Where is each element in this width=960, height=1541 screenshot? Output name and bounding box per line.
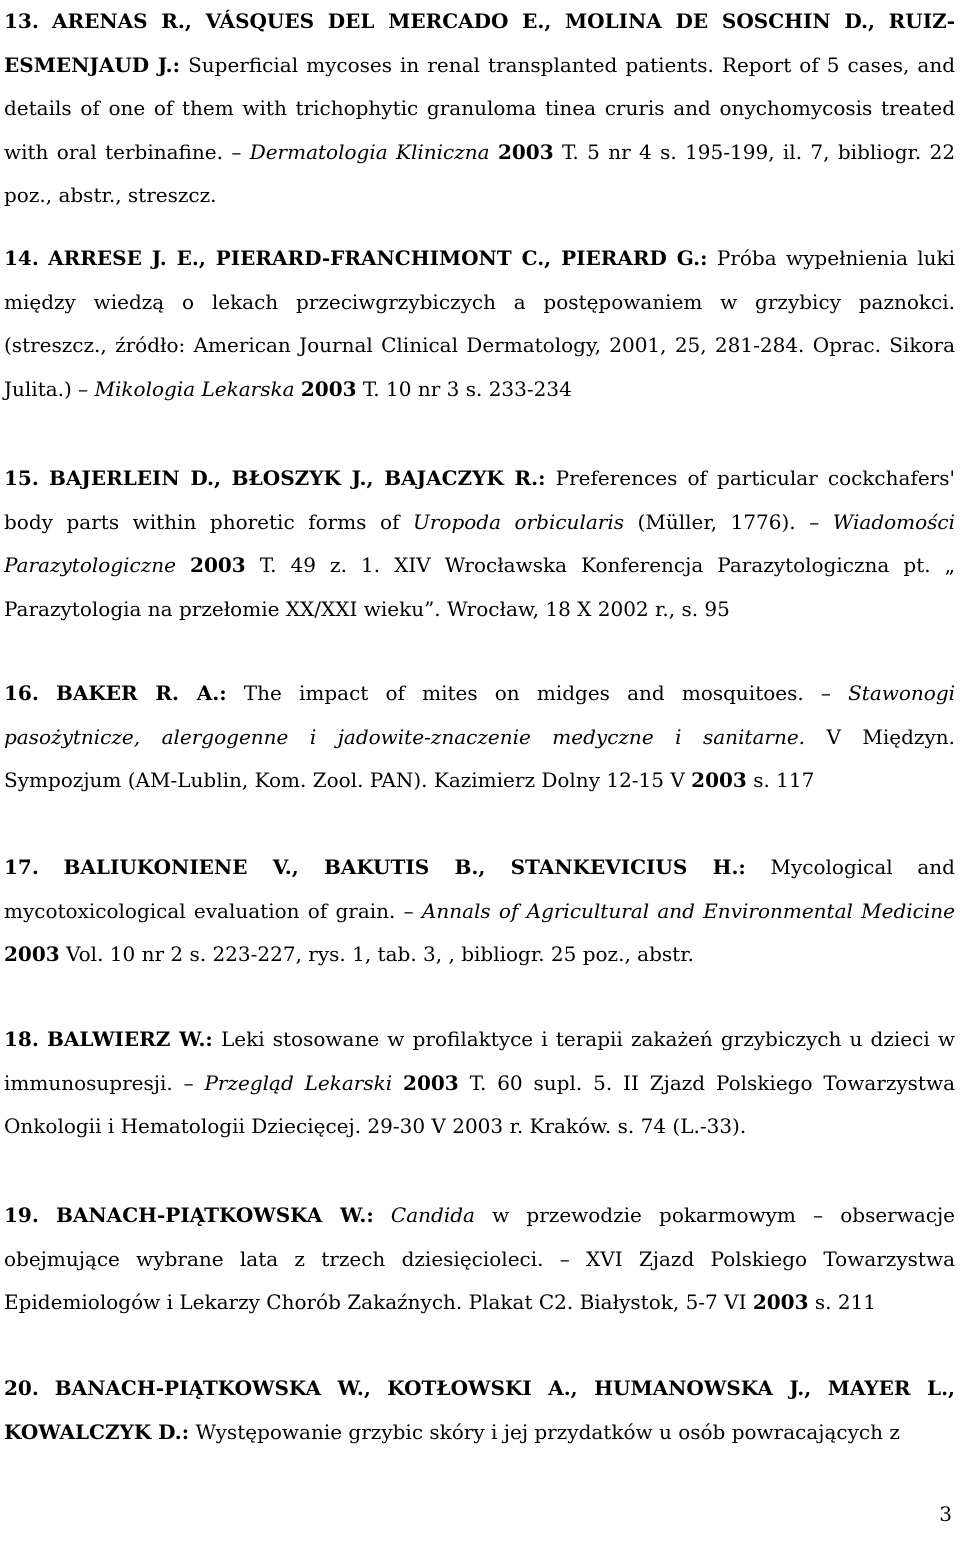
entry-title: Superficial mycoses in renal transplanted patients. Report of 5 cases, and details of one of them with trichophytic granuloma tinea cruris and onychomycosis treated with oral terbinafine. [4,52,956,164]
bibliography-entry-18 [4,1018,955,1149]
entry-year: 2003 [190,553,246,577]
bibliography-entry-20 [4,1367,955,1454]
entry-title: The impact of mites on midges and mosquitoes. [243,681,804,705]
entry-journal: Przegląd Lekarski [204,1070,393,1095]
entry-title: Leki stosowane w profilaktyce i terapii zakażeń grzybiczych u dzieci w immunosupresji. [4,1027,955,1095]
entry-number: 15. [4,466,39,490]
entry-details: V Międzyn. Sympozjum (AM-Lublin, Kom. Zool. PAN). Kazimierz Dolny 12-15 V [4,724,955,792]
entry-authors: BALWIERZ W.: [46,1027,213,1051]
entry-details-end: s. 117 [753,768,815,792]
entry-details-end: s. 211 [814,1290,877,1314]
entry-title: w przewodzie pokarmowym – obserwacje obejmujące wybrane lata z trzech dziesięcioleci. [4,1203,956,1271]
entry-year: 2003 [497,139,554,164]
entry-authors: ARRESE J. E., PIERARD-FRANCHIMONT C., PIERARD G.: [48,246,708,270]
entry-details: T. 10 nr 3 s. 233-234 [362,376,572,401]
entry-journal: Dermatologia Kliniczna [249,139,490,164]
entry-dash: – [559,1246,570,1271]
bibliography-entry-19 [4,1194,955,1325]
entry-species: Uropoda orbicularis [412,509,624,534]
entry-number: 20. [4,1376,39,1400]
entry-title: Występowanie grzybic skóry i jej przydatków u osób powracających z [195,1419,900,1444]
entry-details: Vol. 10 nr 2 s. 223-227, rys. 1, tab. 3, , bibliogr. 25 poz., abstr. [66,942,694,966]
entry-dash: – [231,139,242,164]
entry-journal: Wiadomości Parazytologiczne [4,509,956,577]
entry-authors: BANACH-PIĄTKOWSKA W.: [55,1203,374,1227]
entry-dash: – [183,1070,194,1095]
entry-year: 2003 [752,1290,809,1314]
bibliography-entry-17 [4,846,955,977]
entry-number: 19. [4,1203,39,1227]
entry-journal: Stawonogi pasożytnicze, alergogenne i jadowite-znaczenie medyczne i sanitarne. [4,681,956,749]
entry-dash: – [820,681,831,705]
entry-number: 16. [4,681,39,705]
entry-authors: ARENAS R., VÁSQUES DEL MERCADO E., MOLINA DE SOSCHIN D., RUIZ-ESMENJAUD J.: [4,9,955,77]
entry-details: T. 49 z. 1. XIV Wrocławska Konferencja Parazytologiczna pt. „ Parazytologia na przełomie XX/XXI wieku”. Wrocław, 18 X 2002 r., s. 95 [4,553,955,621]
entry-number: 17. [4,855,39,879]
entry-details: XVI Zjazd Polskiego Towarzystwa Epidemiologów i Lekarzy Chorób Zakaźnych. Plakat C2. Białystok, 5-7 VI [4,1246,955,1314]
page-number: 3 [939,1502,952,1526]
entry-year: 2003 [4,942,60,966]
entry-details: T. 60 supl. 5. II Zjazd Polskiego Towarzystwa Onkologii i Hematologii Dziecięcej. 29-30 V 2003 r. Kraków. s. 74 (L.-33). [4,1070,955,1138]
entry-journal: Annals of Agricultural and Environmental Medicine [421,898,955,923]
bibliography-entry-15 [4,457,955,631]
entry-genus: Candida [390,1203,475,1227]
bibliography-entry-16 [4,672,955,803]
entry-number: 14. [4,246,39,270]
entry-year: 2003 [403,1070,459,1095]
entry-title: Próba wypełnienia luki między wiedzą o lekach przeciwgrzybiczych a postępowaniem w grzybicy paznokci. (streszcz., źródło: American Journal Clinical Dermatology, 2001, 25, 281-284. Oprac. Sikora Julita.) [4,246,956,401]
entry-year: 2003 [691,768,747,792]
entry-journal: Mikologia Lekarska [94,376,295,401]
entry-number: 18. [4,1027,39,1051]
entry-details: T. 5 nr 4 s. 195-199, il. 7, bibliogr. 22 poz., abstr., streszcz. [4,139,956,207]
entry-number: 13. [4,9,39,33]
entry-dash: – [78,376,89,401]
entry-authors: BAKER R. A.: [55,681,227,705]
entry-authors: BAJERLEIN D., BŁOSZYK J., BAJACZYK R.: [48,466,546,490]
entry-dash: – [809,509,820,534]
entry-authors: BANACH-PIĄTKOWSKA W., KOTŁOWSKI A., HUMANOWSKA J., MAYER L., KOWALCZYK D.: [4,1376,955,1444]
entry-dash: – [403,898,414,923]
entry-title: Mycological and mycotoxicological evaluation of grain. [4,855,955,923]
entry-authors: BALIUKONIENE V., BAKUTIS B., STANKEVICIUS H.: [63,855,746,879]
entry-year: 2003 [300,376,357,401]
bibliography-entry-13 [4,0,955,218]
entry-title: Preferences of particular cockchafers' body parts within phoretic forms of [4,466,955,534]
entry-title-end: (Müller, 1776). [637,509,796,534]
bibliography-entry-14 [4,237,955,411]
